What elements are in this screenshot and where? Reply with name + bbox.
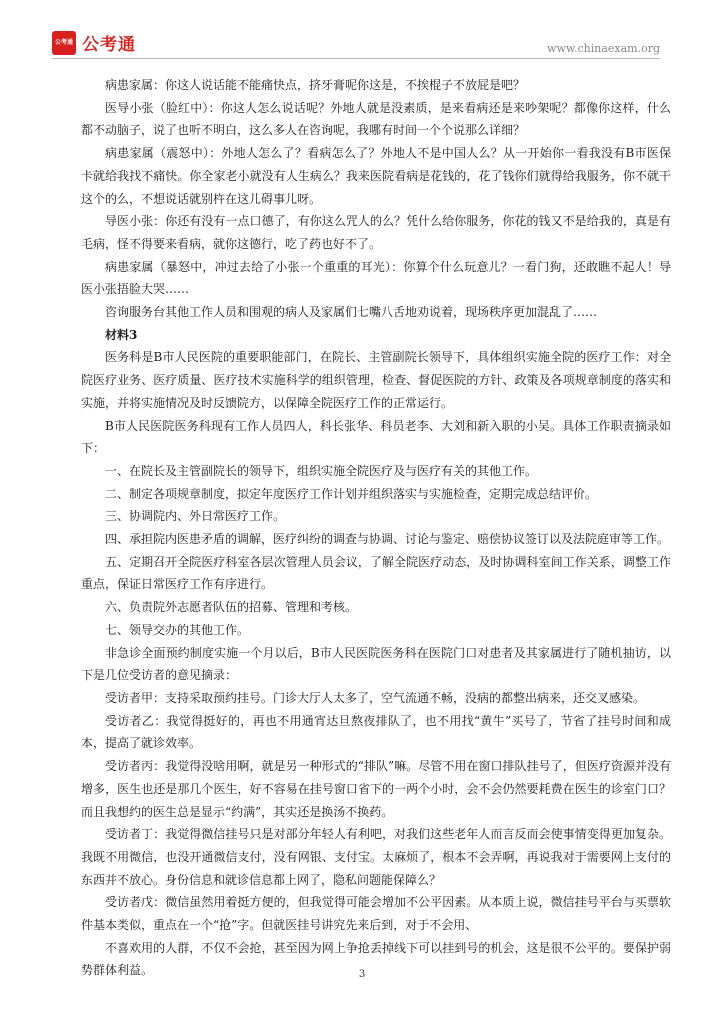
interview-quote: 受访者戊：微信虽然用着挺方便的，但我觉得可能会增加不公平因素。从本质上说，微信挂号平台与买票软件基本类似，重点在一个“抢”字。但就医挂号讲究先来后到，对于不会用、: [81, 895, 671, 933]
list-item: 二、制定各项规章制度，拟定年度医疗工作计划并组织落实与实施检查，定期完成总结评价。: [105, 486, 598, 501]
logo-text: 公考通: [82, 35, 136, 55]
page-header: [0, 0, 724, 62]
document-body: [81, 74, 671, 982]
paragraph: 导医小张：你还有没有一点口德了，有你这么咒人的么？凭什么给你服务，你花的钱又不是给我的，真是有毛病，怪不得要来看病，就你这德行，吃了药也好不了。: [81, 214, 671, 251]
list-item: 四、承担院内医患矛盾的调解，医疗纠纷的调查与协调、讨论与鉴定、赔偿协议签订以及法院庭审等工作。: [105, 532, 670, 547]
logo-badge-icon: 公考通: [52, 31, 76, 55]
logo: [52, 30, 136, 55]
interview-quote: 受访者丙：我觉得没啥用啊，就是另一种形式的“排队”嘛。尽管不用在窗口排队挂号了，但医疗资源并没有增多，医生也还是那几个医生，好不容易在挂号窗口省下的一两个小时，会不会仍然要耗费在医生的诊室门口？而且我想约的医生总是显示“约满”，其实还是换汤不换药。: [81, 759, 671, 819]
paragraph: 咨询服务台其他工作人员和围观的病人及家属们七嘴八舌地劝说着，现场秩序更加混乱了……: [105, 305, 598, 320]
paragraph: 病患家属：你这人说话能不能痛快点，挤牙膏呢你这是，不挨棍子不放屁是吧？: [105, 78, 526, 92]
list-item: 三、协调院内、外日常医疗工作。: [105, 509, 286, 524]
interview-quote: 受访者乙：我觉得挺好的，再也不用通宵达旦熬夜排队了，也不用找“黄牛”买号了，节省了挂号时间和成本，提高了就诊效率。: [81, 713, 671, 751]
paragraph: 医导小张（脸红中）：你这人怎么说话呢？外地人就是没素质，是来看病还是来吵架呢？都像你这样，什么都不动脑子，说了也听不明白，这么多人在咨询呢，我哪有时间一个个说那么详细？: [81, 100, 671, 138]
paragraph: 非急诊全面预约制度实施一个月以后，B市人民医院医务科在医院门口对患者及其家属进行了随机抽访，以下是几位受访者的意见摘录：: [81, 645, 671, 683]
interview-quote: 受访者丁：我觉得微信挂号只是对部分年轻人有利吧，对我们这些老年人而言反而会使事情变得更加复杂。我既不用微信，也没开通微信支付，没有网银、支付宝。太麻烦了，根本不会弄啊，再说我对于需要网上支付的东西并不放心。身份信息和就诊信息都上网了，隐私问题能保障么？: [81, 827, 671, 887]
paragraph: 病患家属（暴怒中，冲过去给了小张一个重重的耳光）：你算个什么玩意儿？一看门狗，还敢瞧不起人！导医小张捂脸大哭……: [81, 259, 671, 297]
paragraph: 医务科是B市人民医院的重要职能部门，在院长、主管副院长领导下，具体组织实施全院的医疗工作：对全院医疗业务、医疗质量、医疗技术实施科学的组织管理，检查、督促医院的方针、政策及各项规章制度的落实和实施，并将实施情况及时反馈院方，以保障全院医疗工作的正常运行。: [81, 350, 671, 410]
header-divider: [52, 58, 660, 59]
site-url: www.chinaexam.org: [547, 42, 660, 55]
list-item: 六、负责院外志愿者队伍的招募、管理和考核。: [105, 600, 358, 615]
list-item: 七、领导交办的其他工作。: [105, 622, 250, 637]
list-item: 一、在院长及主管副院长的领导下，组织实施全院医疗及与医疗有关的其他工作。: [105, 463, 538, 478]
page-number: 3: [358, 969, 366, 980]
interview-quote: 不喜欢用的人群，不仅不会抢，甚至因为网上争抢丢掉线下可以挂到号的机会，这是很不公平的。要保护弱势群体利益。: [81, 940, 671, 978]
section-heading: 材料3: [105, 327, 138, 342]
interview-quote: 受访者甲：支持采取预约挂号。门诊大厅人太多了，空气流通不畅，没病的都整出病来，还交叉感染。: [105, 690, 646, 705]
list-item: 五、定期召开全院医疗科室各层次管理人员会议，了解全院医疗动态，及时协调科室间工作关系，调整工作重点，保证日常医疗工作有序进行。: [81, 554, 671, 592]
paragraph: B市人民医院医务科现有工作人员四人，科长张华、科员老李、大刘和新入职的小吴。具体工作职责摘录如下：: [81, 418, 671, 456]
paragraph: 病患家属（震怒中）：外地人怎么了？看病怎么了？外地人不是中国人么？从一开始你一看我没有B市医保卡就给我找不痛快。你全家老小就没有人生病么？我来医院看病是花钱的，花了钱你们就得给我服务，你不就干这个的么，不想说话就别杵在这儿碍事儿呀。: [81, 146, 671, 206]
